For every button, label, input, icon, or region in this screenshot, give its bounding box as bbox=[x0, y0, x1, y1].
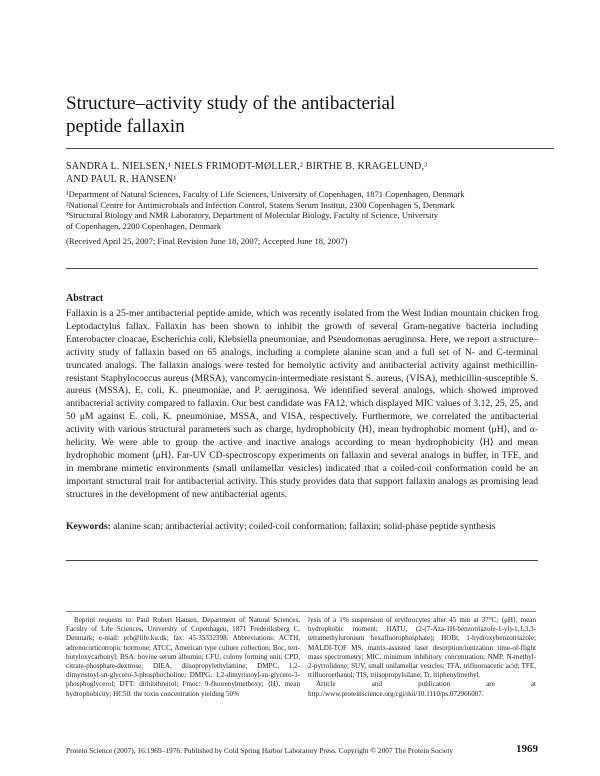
keywords bbox=[66, 521, 538, 534]
title-line-1: Structure–activity study of the antibacterial bbox=[66, 93, 396, 114]
author-list bbox=[66, 160, 546, 186]
abstract-text: Fallaxin is a 25-mer antibacterial peptide amide, which was recently isolated from the West Indian mountain chicken frog Leptodactylus fallax. Fallaxin has been shown to inhibit the growth of several Gram-negative bacteria including Enterobacter cloacae, Escherichia coli, Klebsiella pneumoniae, and Pseudomonas aeruginosa. Here, we report a structure–activity study of fallaxin based on 65 analogs, including a complete alanine scan and a full set of N- and C-terminal truncated analogs. The fallaxin analogs were tested for hemolytic activity and antibacterial activity against methicillin-resistant Staphylococcus aureus (MRSA), vancomycin-intermediate resistant S. aureus, (VISA), methicillin-susceptible S. aureus (MSSA), E. coli, K. pneumoniae, and P. aeruginosa. We identified several analogs, which showed improved antibacterial activity compared to fallaxin. Our best candidate was FA12, which displayed MIC values of 3.12, 25, 25, and 50 μM against E. coli, K. pneumoniae, MSSA, and VISA, respectively. Furthermore, we correlated the antibacterial activity with various structural parameters such as charge, hydrophobicity ⟨H⟩, mean hydrophobic moment ⟨μH⟩, and α-helicity. We were able to group the active and inactive analogs according to mean hydrophobicity ⟨H⟩ and mean hydrophobic moment ⟨μH⟩. Far-UV CD-spectroscopy experiments on fallaxin and several analogs in buffer, in TFE, and in membrane mimetic environments (small unilamellar vesicles) indicated that a coiled-coil conformation could be an important structural trait for antibacterial activity. This study provides data that support fallaxin analogs as promising lead structures in the development of new antibacterial agents. bbox=[66, 308, 538, 500]
affiliation-3: ³Structural Biology and NMR Laboratory, Department of Molecular Biology, Faculty of Science, University bbox=[66, 210, 439, 221]
footnote-left-column bbox=[66, 616, 300, 699]
authors-line-1: SANDRA L. NIELSEN,¹ NIELS FRIMODT-MØLLER,² BIRTHE B. KRAGELUND,³ bbox=[66, 161, 428, 172]
affiliation-2: ²National Centre for Antimicrobials and Infection Control, Statens Serum Institut, 2300 Copenhagen S, Denmark bbox=[66, 199, 455, 210]
keywords-label: Keywords: bbox=[66, 521, 111, 532]
footnote-divider bbox=[66, 611, 536, 612]
article-title bbox=[66, 92, 536, 138]
footnote-right-column bbox=[308, 616, 536, 699]
authors-line-2: AND PAUL R. HANSEN¹ bbox=[66, 174, 177, 185]
footnote-right-abbreviations: lysis of a 1% suspension of erythrocytes after 45 min at 37°C; ⟨μH⟩, mean hydrophobic moment; HATU, (2-(7-Aza-1H-benzotriazole-1-yl)-1,1,3,3-tetramethyluronium hexafluorophosphate); HOBt, 1-hydroxybenzotriazole; MALDI-TOF MS, matrix-assisted laser desorption/ionization time-of-flight mass spectrometry; MIC, minimum inhibitory concentration; NMP, N-methyl-2-pyrrolidone; SUV, small unilamellar vesicles; TFA, trifluoroacetic acid; TFE, trifluoroethanol; TIS, triisopropylsilane; Tr, triphenylmethyl. bbox=[308, 616, 536, 680]
title-line-2: peptide fallaxin bbox=[66, 116, 185, 137]
footnote-left-text: Reprint requests to: Paul Robert Hansen, Department of Natural Sciences, Faculty of Life Sciences, University of Copenhagen, 1871 Frederiksberg C, Denmark; e-mail: prh@life.ku.dk; fax: 45-35332398. Abbreviations: ACTH, adrenocorticotropic hormone; ATCC, American type culture collection; Boc, tert-butyloxycarbonyl; BSA: bovine serum albumin; CFU, colony forming unit; CPD, citrate-phosphate-dextrose; DIEA, diisopropylethylamine; DMPC, 1,2-dimyristoyl-sn-glycero-3-phosphocholine; DMPG, 1,2-dimyristoyl-sn-glycero-3-phosphoglycerol; DTT: dithiothreitol; Fmoc: 9-fluorenylmethoxy; ⟨H⟩, mean hydrophobicity; HC50: the toxin concentration yielding 50% bbox=[66, 616, 300, 698]
affiliation-1: ¹Department of Natural Sciences, Faculty of Life Sciences, University of Copenhagen, 1871 Copenhagen, Denmark bbox=[66, 189, 465, 199]
title-divider bbox=[66, 148, 554, 149]
article-dates: (Received April 25, 2007; Final Revision June 18, 2007; Accepted June 18, 2007) bbox=[66, 236, 348, 246]
journal-citation: Protein Science (2007), 16:1969–1976. Published by Cold Spring Harbor Laboratory Press. Copyright © 2007 The Protein Society bbox=[66, 746, 454, 755]
abstract-bottom-rule bbox=[66, 560, 538, 561]
keywords-text: alanine scan; antibacterial activity; coiled-coil conformation; fallaxin; solid-phase peptide synthesis bbox=[113, 521, 496, 532]
page-number: 1969 bbox=[516, 743, 538, 755]
abstract-heading: Abstract bbox=[66, 293, 104, 304]
affiliations bbox=[66, 189, 536, 231]
affiliation-3-cont: of Copenhagen, 2200 Copenhagen, Denmark bbox=[66, 220, 222, 231]
footnote-right-article-link: Article and publication are at http://www.proteinscience.org/cgi/doi/10.1110/ps.072966007. bbox=[308, 680, 536, 698]
abstract-top-rule bbox=[66, 268, 538, 269]
